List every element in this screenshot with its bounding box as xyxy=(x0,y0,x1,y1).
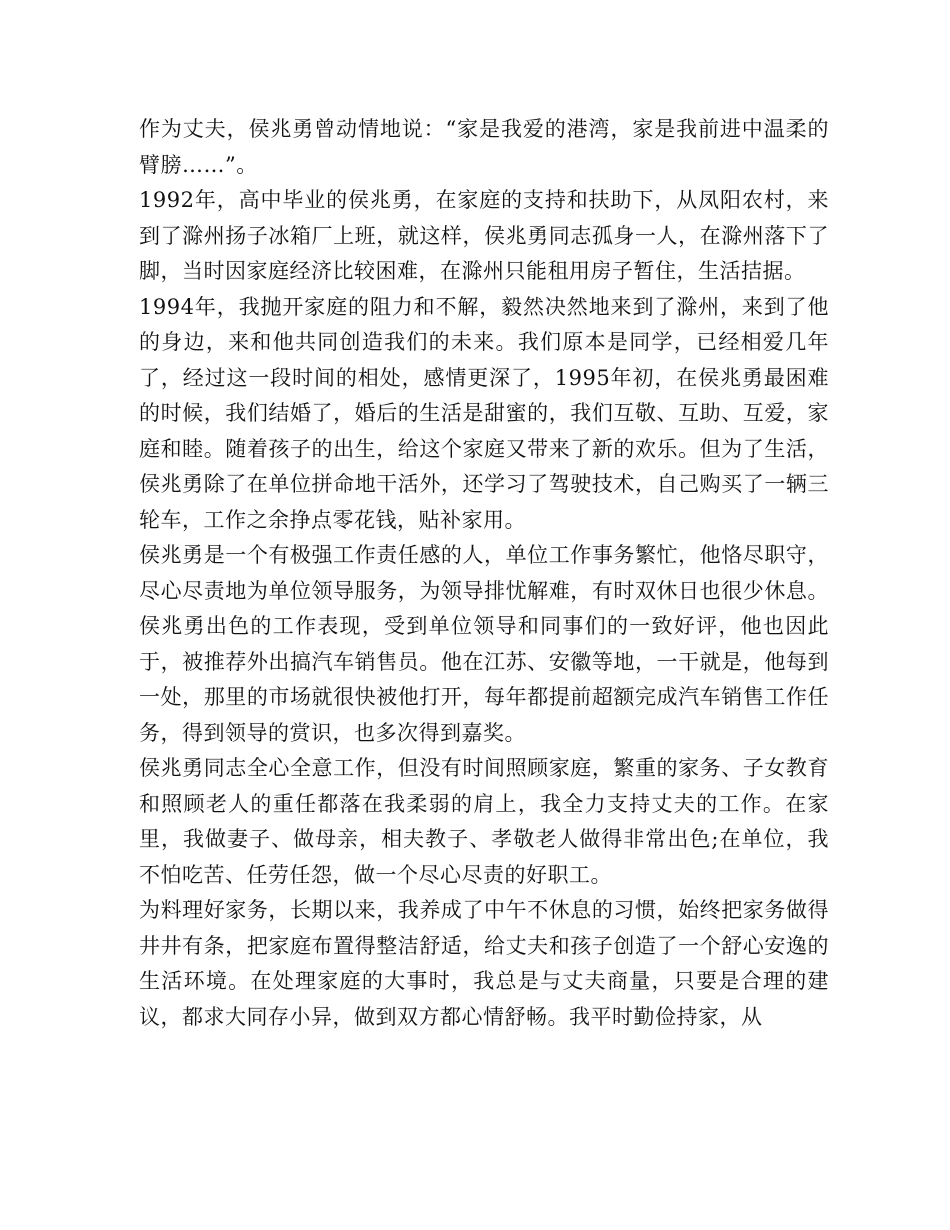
paragraph-1: 作为丈夫，侯兆勇曾动情地说：“家是我爱的港湾，家是我前进中温柔的臂膀……”。 xyxy=(139,117,829,177)
paragraph-3: 1994年，我抛开家庭的阻力和不解，毅然决然地来到了滁州，来到了他的身边，来和他共同创造我们的未来。我们原本是同学，已经相爱几年了，经过这一段时间的相处，感情更深了，1995年初，在侯兆勇最困难的时候，我们结婚了，婚后的生活是甜蜜的，我们互敬、互助、互爱，家庭和睦。随着孩子的出生，给这个家庭又带来了新的欢乐。但为了生活，侯兆勇除了在单位拼命地干活外，还学习了驾驶技术，自己购买了一辆三轮车，工作之余挣点零花钱，贴补家用。 xyxy=(139,294,829,532)
paragraph-5: 侯兆勇同志全心全意工作，但没有时间照顾家庭，繁重的家务、子女教育和照顾老人的重任都落在我柔弱的肩上，我全力支持丈夫的工作。在家里，我做妻子、做母亲，相夫教子、孝敬老人做得非常出色;在单位，我不怕吃苦、任劳任怨，做一个尽心尽责的好职工。 xyxy=(139,756,829,887)
paragraph-4: 侯兆勇是一个有极强工作责任感的人，单位工作事务繁忙，他恪尽职守，尽心尽责地为单位领导服务，为领导排忧解难，有时双休日也很少休息。侯兆勇出色的工作表现，受到单位领导和同事们的一致好评，他也因此于，被推荐外出搞汽车销售员。他在江苏、安徽等地，一干就是，他每到一处，那里的市场就很快被他打开，每年都提前超额完成汽车销售工作任务，得到领导的赏识，也多次得到嘉奖。 xyxy=(139,543,829,745)
paragraph-6: 为料理好家务，长期以来，我养成了中午不休息的习惯，始终把家务做得井井有条，把家庭布置得整洁舒适，给丈夫和孩子创造了一个舒心安逸的生活环境。在处理家庭的大事时，我总是与丈夫商量，只要是合理的建议，都求大同存小异，做到双方都心情舒畅。我平时勤俭持家，从 xyxy=(139,898,829,1029)
paragraph-2: 1992年，高中毕业的侯兆勇，在家庭的支持和扶助下，从凤阳农村，来到了滁州扬子冰箱厂上班，就这样，侯兆勇同志孤身一人，在滁州落下了脚，当时因家庭经济比较困难，在滁州只能租用房子暂住，生活拮据。 xyxy=(139,188,829,283)
document-body xyxy=(139,112,829,1035)
